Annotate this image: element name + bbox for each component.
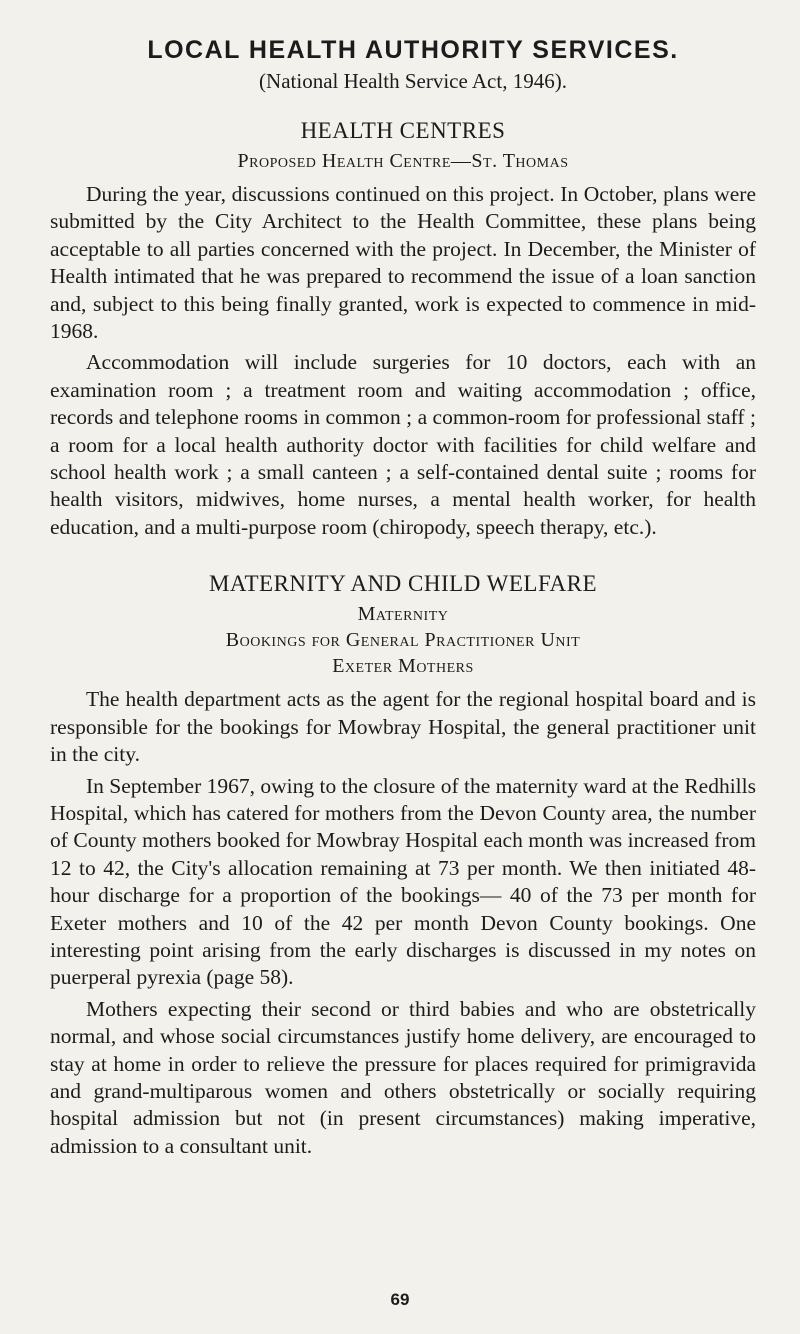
section-heading-maternity: MATERNITY AND CHILD WELFARE	[208, 571, 598, 597]
paragraph: In September 1967, owing to the closure of the maternity ward at the Redhills Hospital, which has catered for mothers from the Devon County area, the number of County mothers booked for Mowbray Hospital each month was increased from 12 to 42, the City's allocation remaining at 73 per month. We then initiated 48-hour discharge for a proportion of the bookings— 40 of the 73 per month for Exeter mothers and 10 of the 42 per month Devon County bookings. One interesting point arising from the early discharges is discussed in my notes on puerperal pyrexia (page 58).	[50, 773, 756, 990]
document-title: LOCAL HEALTH AUTHORITY SERVICES.	[147, 36, 679, 64]
subheading-maternity: Maternity	[357, 603, 449, 626]
paragraph: Mothers expecting their second or third babies and who are obstetrically normal, and whose social circumstances justify home delivery, are encouraged to stay at home in order to relieve the pressure for places required for primigravida and grand-multiparous women and others obstetrically or socially requiring hospital admission but not (in present circumstances) making imperative, admission to a consultant unit.	[50, 996, 756, 1158]
subheading-proposed-centre: Proposed Health Centre—St. Thomas	[237, 150, 569, 172]
subheading-bookings: Bookings for General Practitioner Unit	[225, 629, 581, 652]
subheading-exeter-mothers: Exeter Mothers	[332, 655, 474, 678]
section-heading-health-centres: HEALTH CENTRES	[300, 118, 506, 143]
paragraph: Accommodation will include surgeries for 10 doctors, each with an examination room ; a treatment room and waiting accommodation ; office, records and telephone rooms in common ; a common-room for professional staff ; a room for a local health authority doctor with facilities for child welfare and school health work ; a small canteen ; a self-contained dental suite ; rooms for health visitors, midwives, home nurses, a mental health worker, for health education, and a multi-purpose room (chiropody, speech therapy, etc.).	[50, 350, 756, 539]
paragraph: During the year, discussions continued on this project. In October, plans were submitted by the City Architect to the Health Committee, these plans being acceptable to all parties concerned with the project. In December, the Minister of Health intimated that he was prepared to recommend the issue of a loan sanction and, subject to this being finally granted, work is expected to commence in mid-1968.	[50, 182, 756, 344]
paragraph: The health department acts as the agent for the regional hospital board and is responsible for the bookings for Mowbray Hospital, the general practitioner unit in the city.	[50, 687, 756, 767]
page-number: 69	[390, 1290, 410, 1309]
maternity-section	[50, 571, 756, 1160]
document-subtitle: (National Health Service Act, 1946).	[259, 69, 567, 93]
health-centres-section	[50, 118, 756, 541]
document-page	[50, 36, 756, 1164]
